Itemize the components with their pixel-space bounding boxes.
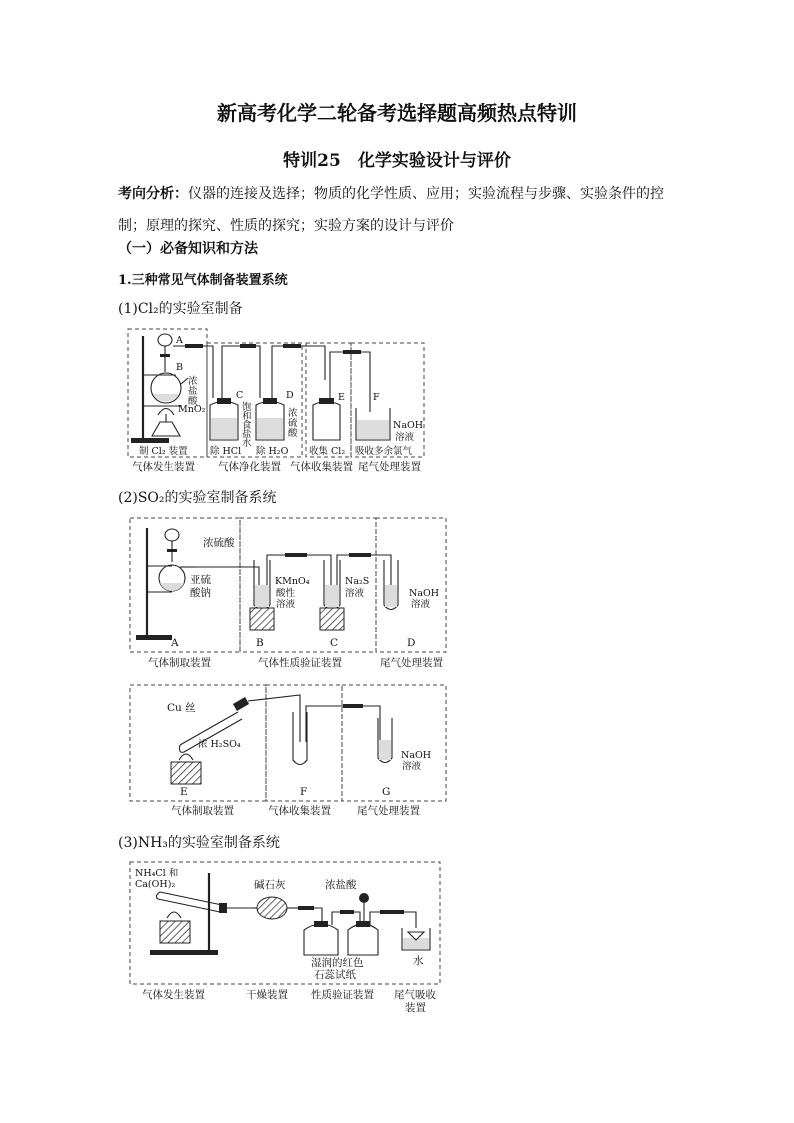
figure-nh3-apparatus — [130, 862, 440, 1014]
fig4-label-lime: 碱石灰 — [254, 879, 286, 891]
fig4-label-hcl: 浓盐酸 — [325, 879, 357, 891]
fig2-label-na2s: Na₂S — [345, 576, 370, 587]
fig2-label-naoh-sol: 溶液 — [411, 599, 431, 610]
fig3-label-naoh: NaOH — [401, 750, 432, 761]
fig3-caption-collection: 气体收集装置 — [268, 805, 331, 817]
fig4-caption-generation: 气体发生装置 — [142, 989, 205, 1001]
fig1-label-suan: 酸 — [188, 396, 198, 407]
fig3-label-e: E — [180, 786, 188, 798]
fig1-label-c: C — [236, 390, 244, 401]
fig1-cap-remove-hcl: 除 HCl — [210, 446, 242, 457]
fig2-caption-preparation: 气体制取装置 — [148, 657, 211, 669]
fig4-caption-tail-2: 装置 — [405, 1002, 426, 1014]
fig1-label-shi: 食 — [242, 420, 252, 431]
fig1-label-a: A — [176, 335, 183, 346]
fig2-label-c: C — [330, 637, 339, 649]
fig1-label-suan2: 酸 — [288, 428, 298, 439]
fig2-label-kmno4-sol: 溶液 — [276, 599, 296, 610]
fig1-label-nong: 浓 — [188, 376, 198, 387]
fig3-label-cu: Cu 丝 — [167, 702, 196, 714]
fig2-label-na2s-sol: 溶液 — [345, 588, 365, 599]
fig4-caption-tail-1: 尾气吸收 — [394, 989, 436, 1001]
fig3-caption-preparation: 气体制取装置 — [171, 805, 234, 817]
fig1-label-liu: 硫 — [288, 418, 298, 429]
figure-so2-apparatus — [130, 518, 446, 669]
fig1-label-shui: 水 — [242, 438, 252, 449]
fig2-caption-verification: 气体性质验证装置 — [258, 657, 342, 669]
fig2-label-d: D — [407, 637, 416, 649]
fig1-cap-collect: 收集 Cl₂ — [309, 446, 346, 457]
fig4-caption-verification: 性质验证装置 — [311, 989, 374, 1001]
fig3-label-naoh-sol: 溶液 — [402, 761, 422, 772]
fig2-label-acid: 浓硫酸 — [203, 537, 235, 549]
page-title: 新高考化学二轮备考选择题高频热点特训 — [217, 101, 577, 125]
fig1-cap-prepare: 制 Cl₂ 装置 — [139, 446, 188, 457]
fig3-label-h2so4: 浓 H₂SO₄ — [198, 739, 241, 750]
section-title: 特训25 化学实验设计与评价 — [283, 151, 511, 171]
fig4-caption-drying: 干燥装置 — [246, 989, 288, 1001]
fig2-label-sulfite-2: 酸钠 — [190, 587, 211, 599]
heading-knowledge: （一）必备知识和方法 — [118, 241, 258, 257]
analysis-line-1: 仪器的连接及选择；物质的化学性质、应用；实验流程与步骤、实验条件的控 — [188, 186, 664, 202]
heading-gas-systems: 1.三种常见气体制备装置系统 — [118, 273, 288, 288]
analysis-label: 考向分析： — [118, 186, 188, 202]
fig1-label-e: E — [338, 392, 345, 403]
fig2-label-kmno4-acid: 酸性 — [276, 588, 296, 599]
fig1-label-naoh: NaOH — [393, 420, 424, 431]
fig2-label-naoh: NaOH — [409, 588, 440, 599]
fig1-label-f: F — [373, 392, 380, 403]
fig1-label-yan2: 盐 — [242, 429, 252, 440]
fig1-label-solution: 溶液 — [395, 432, 415, 443]
fig4-label-reagent-2: Ca(OH)₂ — [135, 879, 176, 890]
subheading-nh3: (3)NH₃的实验室制备系统 — [118, 835, 280, 851]
fig1-cap-remove-h2o: 除 H₂O — [256, 446, 289, 457]
fig1-label-mno2: MnO₂ — [178, 404, 206, 415]
fig1-caption-generation: 气体发生装置 — [132, 461, 195, 473]
fig3-label-f: F — [300, 786, 308, 798]
fig2-label-b: B — [256, 637, 264, 649]
fig4-label-paper-2: 石蕊试纸 — [314, 969, 356, 981]
fig1-caption-collection: 气体收集装置 — [290, 461, 353, 473]
fig1-label-nong2: 浓 — [288, 408, 298, 419]
fig3-caption-tail: 尾气处理装置 — [357, 805, 420, 817]
analysis-line-2: 制；原理的探究、性质的探究；实验方案的设计与评价 — [118, 218, 454, 234]
fig1-label-yan: 盐 — [188, 386, 198, 397]
fig1-caption-purification: 气体净化装置 — [218, 461, 281, 473]
fig1-caption-tail: 尾气处理装置 — [358, 461, 421, 473]
fig1-label-d: D — [286, 390, 294, 401]
fig2-label-a: A — [171, 637, 179, 649]
fig1-cap-absorb: 吸收多余氯气 — [355, 446, 413, 457]
fig2-label-kmno4: KMnO₄ — [275, 576, 310, 587]
fig1-label-he: 和 — [242, 411, 252, 422]
fig2-label-sulfite-1: 亚硫 — [190, 574, 211, 586]
fig3-label-g: G — [382, 786, 391, 798]
fig1-label-bao: 饱 — [242, 402, 252, 413]
subheading-so2: (2)SO₂的实验室制备系统 — [118, 490, 277, 506]
fig2-caption-tail: 尾气处理装置 — [380, 657, 443, 669]
subheading-cl2: (1)Cl₂的实验室制备 — [118, 301, 243, 317]
figure-cl2-apparatus — [128, 329, 424, 473]
figure-so2-copper-apparatus — [130, 685, 446, 817]
fig4-label-reagent-1: NH₄Cl 和 — [135, 868, 179, 879]
fig1-label-b: B — [176, 362, 183, 373]
fig4-label-water: 水 — [413, 955, 424, 967]
fig4-label-paper-1: 湿润的红色 — [311, 957, 364, 969]
